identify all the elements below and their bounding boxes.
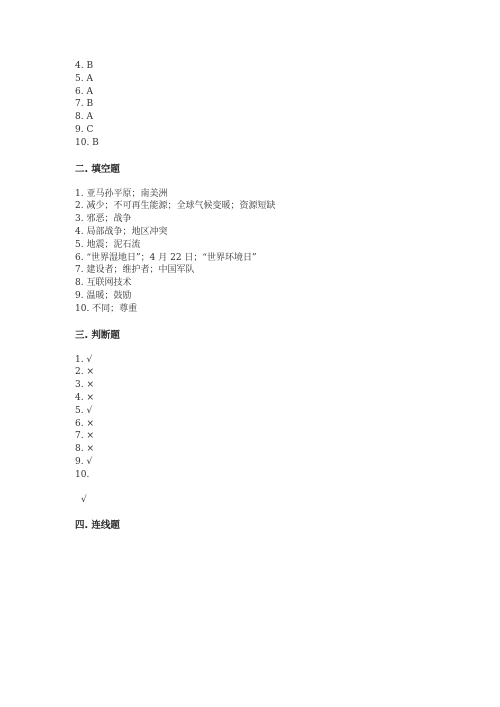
true-false-answer-8: 8. × (75, 444, 94, 455)
true-false-answer-9: 9. √ (75, 456, 93, 467)
choice-answer-9: 9. C (75, 124, 94, 135)
true-false-answer-4: 4. × (75, 392, 94, 403)
fill-in-answers-list (75, 188, 435, 316)
true-false-answer-6: 6. × (75, 418, 94, 429)
choice-answer-8: 8. A (75, 112, 93, 123)
true-false-answer-10: 10. (75, 469, 90, 480)
choice-answer-5: 5. A (75, 73, 93, 84)
choice-answer-7: 7. B (75, 99, 94, 110)
true-false-answers-list (75, 354, 435, 507)
section-heading-true-false: 三. 判断题 (75, 329, 120, 341)
true-false-answer-10-mark: √ (81, 494, 87, 505)
fill-in-answer-4: 4. 局部战争；地区冲突 (75, 226, 168, 237)
answer-sheet (75, 60, 435, 532)
true-false-answer-1: 1. √ (75, 354, 93, 365)
fill-in-answer-8: 8. 互联网技术 (75, 278, 132, 289)
true-false-answer-7: 7. × (75, 431, 94, 442)
true-false-answer-2: 2. × (75, 367, 94, 378)
fill-in-answer-3: 3. 邪恶；战争 (75, 214, 132, 225)
section-heading-fill-in: 二. 填空题 (75, 163, 120, 175)
fill-in-answer-6: 6. “世界湿地日”；4 月 22 日；“世界环境日” (75, 252, 257, 263)
fill-in-answer-5: 5. 地震；泥石流 (75, 239, 141, 250)
choice-answer-6: 6. A (75, 86, 93, 97)
fill-in-answer-1: 1. 亚马孙平原；南美洲 (75, 188, 168, 199)
choice-answers-list (75, 60, 435, 150)
true-false-answer-3: 3. × (75, 380, 94, 391)
choice-answer-10: 10. B (75, 137, 99, 148)
fill-in-answer-7: 7. 建设者；维护者；中国军队 (75, 265, 195, 276)
fill-in-answer-10: 10. 不同；尊重 (75, 303, 138, 314)
fill-in-answer-2: 2. 减少；不可再生能源；全球气候变暖；资源短缺 (75, 201, 276, 212)
fill-in-answer-9: 9. 温暖；鼓励 (75, 290, 132, 301)
section-heading-matching: 四. 连线题 (75, 520, 120, 532)
choice-answer-4: 4. B (75, 61, 94, 71)
true-false-answer-5: 5. √ (75, 405, 93, 416)
